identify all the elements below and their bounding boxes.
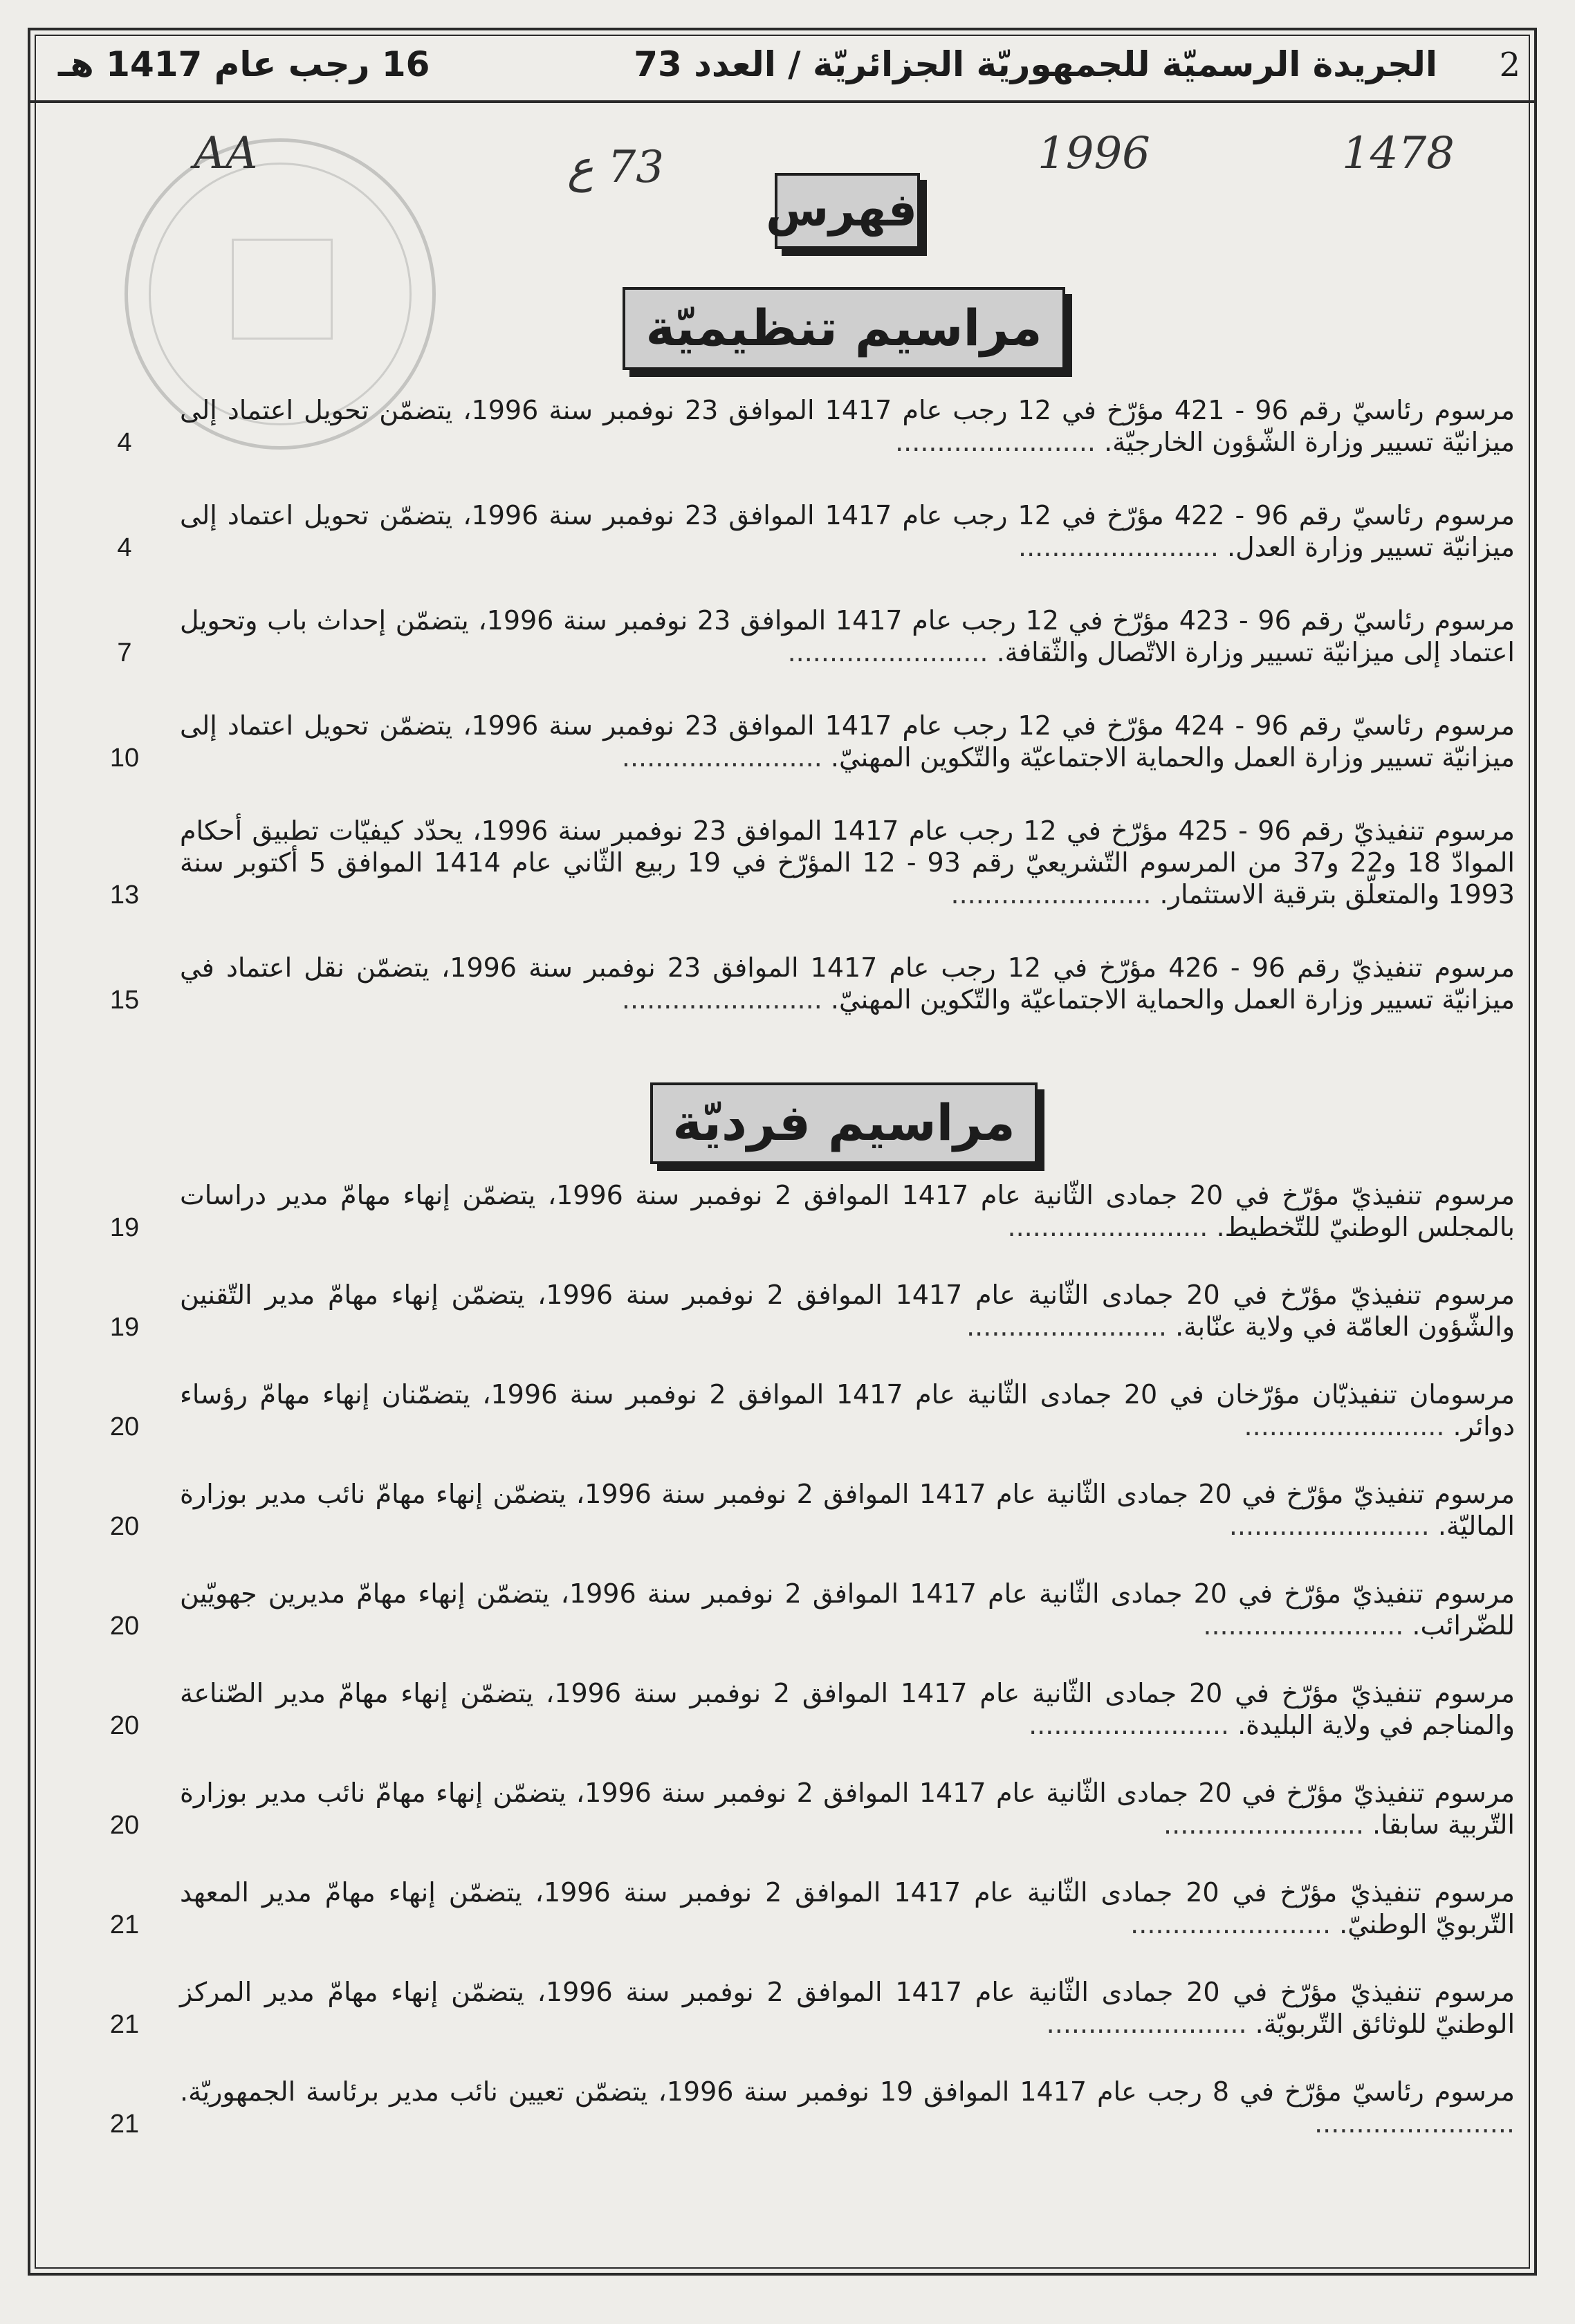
entry-title: مرسومان تنفيذيّان مؤرّخان في 20 جمادى الثّانية عام 1417 الموافق 2 نوفمبر سنة 1996، يتضمّنان إنهاء مهامّ رؤساء دوائر.: [180, 1379, 1515, 1441]
entry-page-number: 20: [109, 1711, 140, 1740]
entry-page-number: 21: [109, 1910, 140, 1939]
toc-entry[interactable]: [83, 1677, 1515, 1741]
toc-entry[interactable]: [83, 1179, 1515, 1243]
dot-leader: ........................: [1314, 2108, 1515, 2139]
entry-page-number: 20: [109, 1512, 140, 1541]
entry-page-number: 20: [109, 1412, 140, 1441]
toc-entry[interactable]: [83, 2076, 1515, 2139]
entry-title: مرسوم تنفيذيّ مؤرّخ في 20 جمادى الثّانية عام 1417 الموافق 2 نوفمبر سنة 1996، يتضمّن إنهاء مهامّ مديرين جهويّين للضّرائب.: [180, 1578, 1516, 1641]
dot-leader: ........................: [895, 427, 1096, 457]
dot-leader: ........................: [621, 984, 822, 1015]
entry-page-number: 21: [109, 2110, 140, 2139]
handwritten-note-73: 73 ع: [567, 142, 664, 193]
entry-title: مرسوم تنفيذيّ مؤرّخ في 20 جمادى الثّانية عام 1417 الموافق 2 نوفمبر سنة 1996، يتضمّن إنهاء مهامّ مدير التّقنين والشّؤون العامّة في ولاية عنّابة.: [180, 1280, 1515, 1342]
toc-entry[interactable]: [83, 952, 1515, 1015]
entry-page-number: 20: [109, 1811, 140, 1840]
dot-leader: ........................: [621, 742, 822, 773]
entry-page-number: 19: [109, 1213, 140, 1242]
toc-entry[interactable]: [83, 1777, 1515, 1841]
dot-leader: ........................: [1244, 1411, 1445, 1441]
toc-entry[interactable]: [83, 815, 1515, 910]
dot-leader: ........................: [1018, 532, 1219, 562]
entry-page-number: 13: [109, 880, 140, 910]
heading-index: فهرس: [775, 173, 920, 249]
page-header: [30, 30, 1534, 103]
dot-leader: ........................: [1007, 1212, 1208, 1242]
entry-page-number: 7: [117, 638, 132, 667]
individual-decrees-list: [83, 1179, 1515, 2175]
entry-title: مرسوم رئاسيّ رقم 96 - 424 مؤرّخ في 12 رجب عام 1417 الموافق 23 نوفمبر سنة 1996، يتضمّن تحويل اعتماد إلى ميزانيّة تسيير وزارة العمل والحماية الاجتماعيّة والتّكوين المهنيّ.: [180, 710, 1515, 773]
entry-title: مرسوم تنفيذيّ مؤرّخ في 20 جمادى الثّانية عام 1417 الموافق 2 نوفمبر سنة 1996، يتضمّن إنهاء مهامّ مدير المعهد التّربويّ الوطنيّ.: [180, 1877, 1515, 1939]
entry-page-number: 10: [109, 744, 140, 773]
issue-date: 16 رجب عام 1417 هـ: [58, 44, 430, 84]
entry-title: مرسوم تنفيذيّ مؤرّخ في 20 جمادى الثّانية عام 1417 الموافق 2 نوفمبر سنة 1996، يتضمّن إنهاء مهامّ نائب مدير بوزارة الماليّة.: [180, 1479, 1515, 1541]
toc-entry[interactable]: [83, 1578, 1515, 1641]
toc-entry[interactable]: [83, 1876, 1515, 1940]
handwritten-number: 1478: [1342, 128, 1455, 179]
dot-leader: ........................: [1046, 2009, 1247, 2039]
entry-page-number: 19: [109, 1313, 140, 1342]
dot-leader: ........................: [966, 1311, 1167, 1342]
heading-regulatory-decrees: مراسيم تنظيميّة: [623, 287, 1065, 370]
toc-entry[interactable]: [83, 1478, 1515, 1542]
toc-entry[interactable]: [83, 1976, 1515, 2040]
entry-page-number: 15: [109, 986, 140, 1015]
entry-title: مرسوم رئاسيّ مؤرّخ في 8 رجب عام 1417 الموافق 19 نوفمبر سنة 1996، يتضمّن تعيين نائب مدير برئاسة الجمهوريّة.: [180, 2076, 1516, 2107]
entry-page-number: 4: [117, 533, 132, 562]
dot-leader: ........................: [950, 879, 1152, 910]
handwritten-note-aa: AA: [194, 128, 258, 179]
toc-entry[interactable]: [83, 1378, 1515, 1442]
page-number: 2: [1499, 46, 1520, 84]
toc-entry[interactable]: [83, 605, 1515, 668]
entry-title: مرسوم تنفيذيّ رقم 96 - 426 مؤرّخ في 12 رجب عام 1417 الموافق 23 نوفمبر سنة 1996، يتضمّن نقل اعتماد في ميزانيّة تسيير وزارة العمل والحماية الاجتماعيّة والتّكوين المهنيّ.: [180, 952, 1515, 1015]
entry-title: مرسوم تنفيذيّ مؤرّخ في 20 جمادى الثّانية عام 1417 الموافق 2 نوفمبر سنة 1996، يتضمّن إنهاء مهامّ نائب مدير بوزارة التّربية سابقا.: [180, 1778, 1515, 1840]
toc-entry[interactable]: [83, 499, 1515, 563]
dot-leader: ........................: [787, 637, 988, 667]
journal-title: الجريدة الرسميّة للجمهوريّة الجزائريّة / العدد 73: [634, 44, 1437, 84]
heading-individual-decrees: مراسيم فرديّة: [650, 1082, 1038, 1164]
entry-title: مرسوم رئاسيّ رقم 96 - 421 مؤرّخ في 12 رجب عام 1417 الموافق 23 نوفمبر سنة 1996، يتضمّن تحويل اعتماد إلى ميزانيّة تسيير وزارة الشّؤون الخارجيّة.: [180, 395, 1515, 457]
entry-title: مرسوم تنفيذيّ مؤرّخ في 20 جمادى الثّانية عام 1417 الموافق 2 نوفمبر سنة 1996، يتضمّن إنهاء مهامّ مدير الصّناعة والمناجم في ولاية البليدة.: [180, 1678, 1515, 1740]
entry-title: مرسوم رئاسيّ رقم 96 - 422 مؤرّخ في 12 رجب عام 1417 الموافق 23 نوفمبر سنة 1996، يتضمّن تحويل اعتماد إلى ميزانيّة تسيير وزارة العدل.: [180, 500, 1515, 562]
toc-entry[interactable]: [83, 710, 1515, 773]
regulatory-decrees-list: [83, 394, 1515, 1057]
entry-title: مرسوم رئاسيّ رقم 96 - 423 مؤرّخ في 12 رجب عام 1417 الموافق 23 نوفمبر سنة 1996، يتضمّن إحداث باب وتحويل اعتماد إلى ميزانيّة تسيير وزارة الاتّصال والثّقافة.: [180, 605, 1515, 667]
toc-entry[interactable]: [83, 1279, 1515, 1343]
entry-page-number: 4: [117, 428, 132, 457]
handwritten-year: 1996: [1038, 128, 1150, 179]
stamp-emblem: [232, 239, 333, 340]
entry-title: مرسوم تنفيذيّ مؤرّخ في 20 جمادى الثّانية عام 1417 الموافق 2 نوفمبر سنة 1996، يتضمّن إنهاء مهامّ مدير دراسات بالمجلس الوطنيّ للتّخطيط.: [180, 1180, 1515, 1242]
dot-leader: ........................: [1130, 1909, 1332, 1939]
dot-leader: ........................: [1029, 1710, 1229, 1740]
toc-entry[interactable]: [83, 394, 1515, 458]
dot-leader: ........................: [1228, 1511, 1430, 1541]
entry-title: مرسوم تنفيذيّ رقم 96 - 425 مؤرّخ في 12 رجب عام 1417 الموافق 23 نوفمبر سنة 1996، يحدّد كيفيّات تطبيق أحكام الموادّ 18 و22 و37 من المرسوم التّشريعيّ رقم 93 - 12 المؤرّخ في 19 ربيع الثّاني عام 1414 الموافق 5 أكتوبر سنة 1993 والمتعلّق بترقية الاستثمار.: [180, 815, 1516, 910]
entry-title: مرسوم تنفيذيّ مؤرّخ في 20 جمادى الثّانية عام 1417 الموافق 2 نوفمبر سنة 1996، يتضمّن إنهاء مهامّ مدير المركز الوطنيّ للوثائق التّربويّة.: [180, 1977, 1515, 2039]
entry-page-number: 21: [109, 2010, 140, 2039]
dot-leader: ........................: [1163, 1809, 1364, 1840]
dot-leader: ........................: [1203, 1610, 1404, 1641]
entry-page-number: 20: [109, 1612, 140, 1641]
